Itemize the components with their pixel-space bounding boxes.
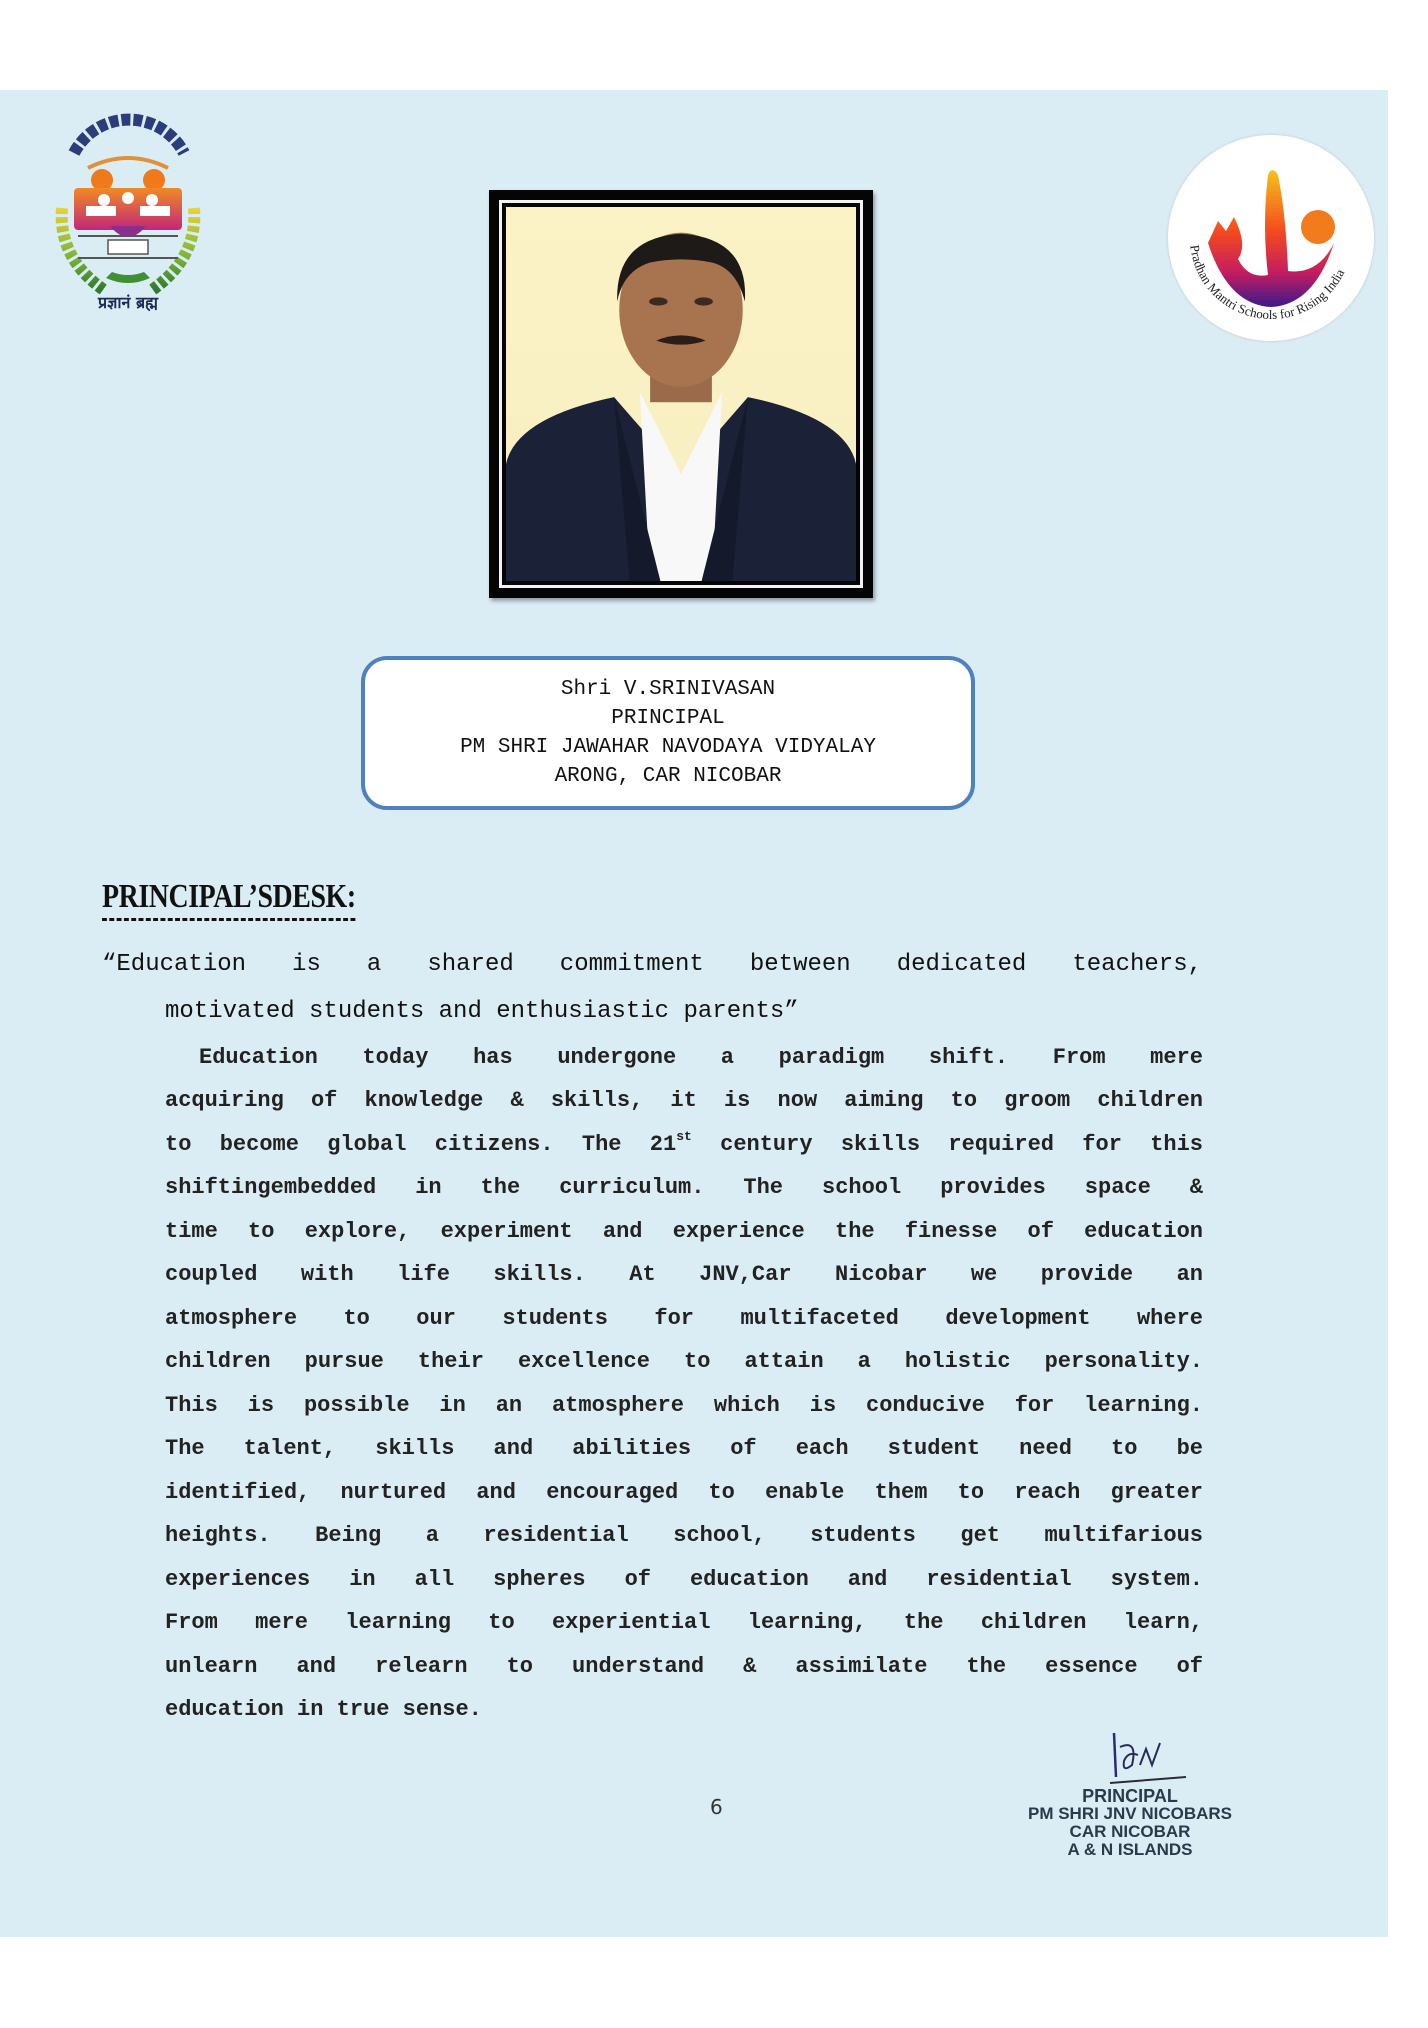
body-line: education in true sense. [165, 1697, 482, 1722]
body-line: Education today has undergone a paradigm shift. From mere [199, 1045, 1203, 1070]
body-line: From mere learning to experiential learning, the children learn, [165, 1610, 1203, 1635]
principal-photo-frame [489, 190, 873, 598]
stamp-line: PRINCIPAL [1082, 1786, 1178, 1806]
school-name: PM SHRI JAWAHAR NAVODAYA VIDYALAY [460, 736, 876, 759]
principal-designation: PRINCIPAL [611, 707, 725, 730]
body-line: atmosphere to our students for multifaceted development where [165, 1306, 1203, 1331]
principal-name: Shri V.SRINIVASAN [560, 678, 776, 701]
pm-shri-ring-text: Pradhan Mantri Schools for Rising India [1187, 243, 1348, 323]
body-line: This is possible in an atmosphere which is conducive for learning. [165, 1393, 1203, 1418]
body-line: shiftingembedded in the curriculum. The school provides space & [165, 1175, 1203, 1200]
ordinal-superscript: st [676, 1129, 692, 1144]
quote-line-1: “Education is a shared commitment between dedicated teachers, [102, 951, 1202, 978]
principal-name-box [361, 656, 975, 810]
body-line: unlearn and relearn to understand & assimilate the essence of [165, 1654, 1203, 1679]
stamp-line: CAR NICOBAR [1069, 1822, 1191, 1841]
body-line [165, 1131, 1203, 1159]
body-line: coupled with life skills. At JNV,Car Nicobar we provide an [165, 1262, 1203, 1287]
principal-photo [506, 207, 856, 581]
page-number: 6 [710, 1795, 723, 1819]
section-heading: PRINCIPAL’SDESK: [102, 878, 356, 921]
school-location: ARONG, CAR NICOBAR [554, 765, 782, 788]
body-line: heights. Being a residential school, students get multifarious [165, 1523, 1203, 1548]
body-line: time to explore, experiment and experience the finesse of education [165, 1219, 1203, 1244]
stamp-line: PM SHRI JNV NICOBARS [1027, 1804, 1233, 1823]
quote-line-2: motivated students and enthusiastic parents” [165, 998, 799, 1025]
principal-stamp [1010, 1725, 1250, 1865]
nvs-emblem-logo [44, 108, 212, 316]
pm-shri-logo [1168, 135, 1374, 341]
body-line: experiences in all spheres of education and residential system. [165, 1567, 1203, 1592]
body-line: The talent, skills and abilities of each student need to be [165, 1436, 1203, 1461]
signature-icon [1010, 1725, 1250, 1787]
nvs-motto: प्रज्ञानं ब्रह्म [98, 293, 158, 312]
body-line: children pursue their excellence to attain a holistic personality. [165, 1349, 1203, 1374]
pm-shri-logo-mark [1168, 135, 1374, 341]
body-line: acquiring of knowledge & skills, it is now aiming to groom children [165, 1088, 1203, 1113]
stamp-line: A & N ISLANDS [1067, 1840, 1193, 1859]
body-line: identified, nurtured and encouraged to enable them to reach greater [165, 1480, 1203, 1505]
body-text: century skills required for this [691, 1132, 1204, 1157]
body-text: to become global citizens. The 21 [165, 1132, 677, 1157]
